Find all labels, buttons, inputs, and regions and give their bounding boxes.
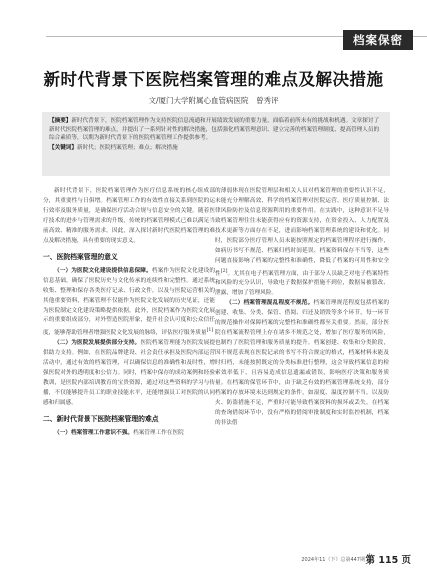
body-text: 档案管理规范程度包括档案的创建、收集、分类、保管、借阅、归还及销毁等多个环节，每一环节的规范操作对保障档案的完整性和准确性都至关重要。然而，部分医院在档案流程管理上存在诸多不规范之处，增加了医疗服务的风险，也制约了医院管理和服务质量的提升。档案创建、收集和分类阶段，因不规范表现在医院记录的书写不符合规定的格式，档案材料未能及时归档，未能按照既定的分类标准进行整理，这会导致档案信息的检索效率低下，且容易造成信息遗漏或错误，影响医疗决策和服务质量。在档案的保管环节中，由于缺乏有效的档案管理系统支持，部分档案的存放环境未达到规定的条件，如湿度、温度控制不当，以及防火、防盗措施不足，严重时可能导致档案资料的损坏或丢失。在档案的查询借阅环节中，没有严格的借阅审批制度和实时监控机制，档案的非法借	[215, 300, 389, 426]
abstract-paragraph	[49, 117, 383, 143]
body-text: 档案作为医院文化建设的信息基础，确保了医院历史与文化传承的连续性和完整性。通过系统收集、整理和保存各类医疗记录、行政文件，以及与医院运营相关的其他重要资料，档案管理不仅能作为医院文化发展的历史见证，还能为医院制定文化建设策略提供依据。此外，医院档案作为医院文化展示的重要组成部分，对外塑造医院形象，提升社会认可度和公众信任度，能够帮助管理者增强医院文化发展的脉络，评估医疗服务质量	[43, 267, 216, 337]
citation-ref: [1]	[206, 328, 214, 334]
page-number: 第 115 页	[365, 555, 411, 566]
body-text: 档案管理工作在医院	[132, 429, 184, 436]
subheading: （一）档案管理工作意识不强。	[54, 429, 133, 436]
right-column	[215, 187, 389, 429]
subheading: （一）为医院文化建设提供信息保障。	[54, 267, 152, 274]
section-tag: 档案保密	[343, 30, 413, 50]
body-text: 的薄弱体现在医院管理层和相关人员对档案管理的重要性认识不足，未能充分理解高效、科学的档案管理对医院运营、医疗质量控制、法律风险防控及信息资源利用的重要作用。在实践中，这种意识不足导致档案管理往往未能获得应有的资源支持，在资金投入、人力配置及技术更新等方面存在不足，进而影响档案管理系统的建设和优化。同时，医院部分医疗管理人员未能按照规定的档案管理程序进行操作，如病历书写不规范、档案归档时间延误、档案资料保存不当等，这些问题直接影响了档案的完整性和准确性，降低了档案的可用性和安全性	[215, 188, 389, 277]
body-text: 医院档案管理能为医院发展提供助力支持。例如，在医院品牌建设、社会责任承担及医院内部运营活动中，通过有效的档案管理，可以确保信息的准确性和及时性，增强医院对外的透明度和公信力。同时，档案中保存的成功案例和经验教训，是医院内部培训教育的宝贵资源，通过对这些资料的学习与传播，不仅能够提升员工的职业技能水平，还能增强员工对医院的认同感和归属感。	[43, 340, 216, 406]
article-byline: 文/厦门大学附属心血管病医院 曾秀评	[148, 96, 279, 105]
intro-paragraph: 新时代背景下，医院档案管理作为医疗信息系统的核心组成部分，其重要性与日俱增。档案管理工作的有效性直接关系到医院的运行效率及服务质量，是确保医疗活动合规与信息安全的关键。随着医疗技术的进步与管理需求的升级，传统的档案管理模式已难以满足当前高效、精准的服务需求。因此，深入探讨新时代医院档案管理的难点及解决措施，具有重要的现实意义。	[43, 188, 215, 244]
body-paragraph	[43, 339, 215, 409]
issue-info: 2024年11（下）总第447期	[301, 557, 365, 563]
body-paragraph	[215, 187, 389, 299]
subheading: （二）为医院发展提供部分支持。	[54, 340, 141, 347]
abstract-box	[42, 112, 390, 176]
section-heading-difficulties: 二、新时代背景下医院档案管理的难点	[43, 414, 159, 423]
citation-ref: [2]	[220, 268, 228, 274]
left-column	[43, 187, 215, 439]
body-text: 。尤其在电子档案管理方面，由于部分人员缺乏对电子档案特性和风险的充分认识，导致电子数据保护措施不到位，数据易被篡改、泄露，增加了管理风险。	[215, 270, 390, 297]
keywords-label: 【关键词】	[49, 145, 77, 152]
section-heading-significance: 一、医院档案管理的意义	[43, 252, 118, 261]
body-paragraph	[215, 299, 389, 428]
keywords-paragraph	[49, 144, 383, 153]
body-paragraph	[43, 267, 215, 340]
abstract-text: 新时代背景下，医院档案管理作为支持医院信息流通和开展绩效发展的重要力量，面临着前所未有的挑战和机遇。文章探讨了新时代医院档案管理的难点，并提出了一系列针对性的解决措施，包括强化档案管理意识、建立完善的档案管理制度、提高管理人员的综合素质等，以期为新时代背景下的医院档案管理工作提供参考。	[49, 118, 380, 142]
keywords-text: 新时代；医院档案管理；难点；解决措施	[76, 145, 178, 152]
body-paragraph	[43, 429, 215, 439]
article-title: 新时代背景下医院档案管理的难点及解决措施	[43, 70, 384, 89]
subheading: （二）档案管理混乱程度不规范。	[226, 300, 314, 307]
abstract-label: 【摘要】	[49, 118, 72, 124]
